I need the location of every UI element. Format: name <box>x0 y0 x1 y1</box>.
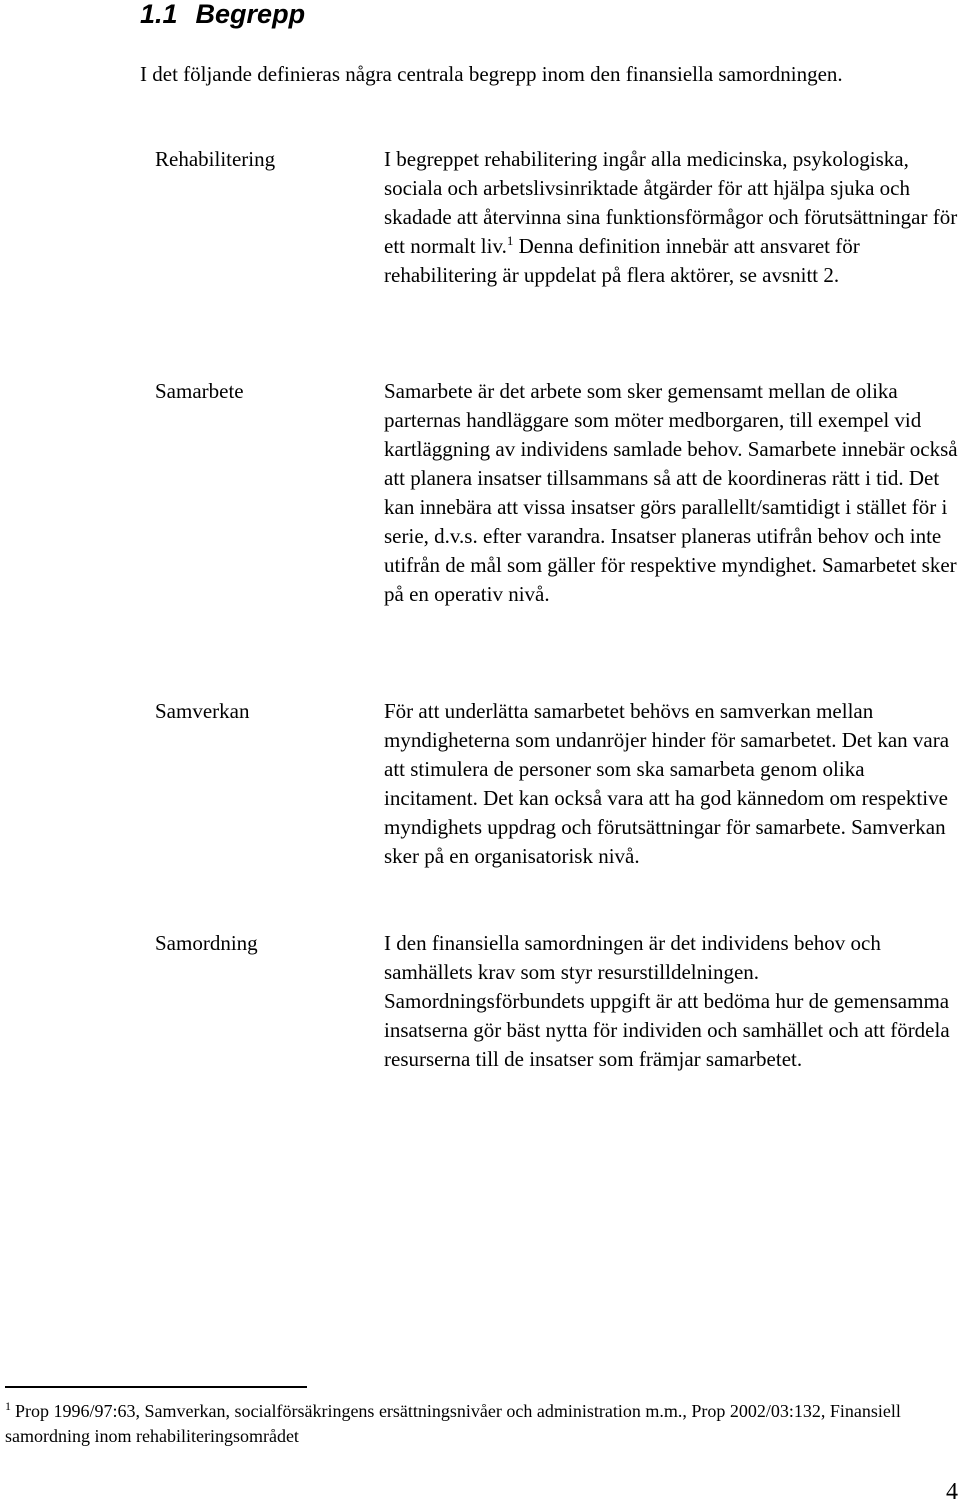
term-samordning: Samordning <box>155 931 258 955</box>
intro-paragraph: I det följande definieras några centrala begrepp inom den finansiella samordningen. <box>140 62 843 86</box>
section-title: Begrepp <box>195 0 306 29</box>
definition-samordning: I den finansiella samordningen är det individens behov och samhällets krav som styr resurstilldelningen. Samordningsförbundets uppgift är att bedöma hur de gemensamma insatserna gör bäst nytta för individen och samhället och att fördela resurserna till de insatser som främjar samarbetet. <box>384 931 950 1071</box>
definition-samverkan: För att underlätta samarbetet behövs en samverkan mellan myndigheterna som undanröjer hinder för samarbetet. Det kan vara att stimulera de personer som ska samarbeta genom olika incitament. Det kan också vara att ha god kännedom om respektive myndighets uppdrag och förutsättningar för samarbete. Samverkan sker på en organisatorisk nivå. <box>384 699 950 868</box>
footnote-separator <box>5 1386 307 1388</box>
term-rehabilitering: Rehabilitering <box>155 147 276 171</box>
footnote-text: Prop 1996/97:63, Samverkan, socialförsäkringens ersättningsnivåer och administration m.m., Prop 2002/03:132, Finansiell samordning inom rehabiliteringsområdet <box>5 1401 901 1446</box>
section-heading <box>140 0 305 32</box>
section-number: 1.1 <box>140 0 178 29</box>
footnote-reference[interactable]: 1 <box>506 233 514 248</box>
term-samverkan: Samverkan <box>155 699 250 723</box>
footnote <box>5 1399 945 1449</box>
term-samarbete: Samarbete <box>155 379 244 403</box>
definition-text: Denna definition innebär att ansvaret för rehabilitering är uppdelat på flera aktörer, se avsnitt 2. <box>384 234 860 287</box>
definition-rehabilitering <box>384 145 960 290</box>
definition-samarbete: Samarbete är det arbete som sker gemensamt mellan de olika parternas handläggare som möter medborgaren, till exempel vid kartläggning av individens samlade behov. Samarbete innebär också att planera insatser tillsammans så att de koordineras rätt i tid. Det kan innebära att vissa insatser görs parallellt/samtidigt i stället för i serie, d.v.s. efter varandra. Insatser planeras utifrån behov och inte utifrån de mål som gäller för respektive myndighet. Samarbetet sker på en operativ nivå. <box>384 379 958 606</box>
definition-text: I begreppet rehabilitering ingår alla medicinska, psykologiska, sociala och arbetslivsinriktade åtgärder för att hjälpa sjuka och skadade att återvinna sina funktionsförmågor och förutsättningar för ett normalt liv. <box>384 147 958 258</box>
footnote-marker: 1 <box>5 1399 11 1413</box>
page-number: 4 <box>946 1479 958 1505</box>
